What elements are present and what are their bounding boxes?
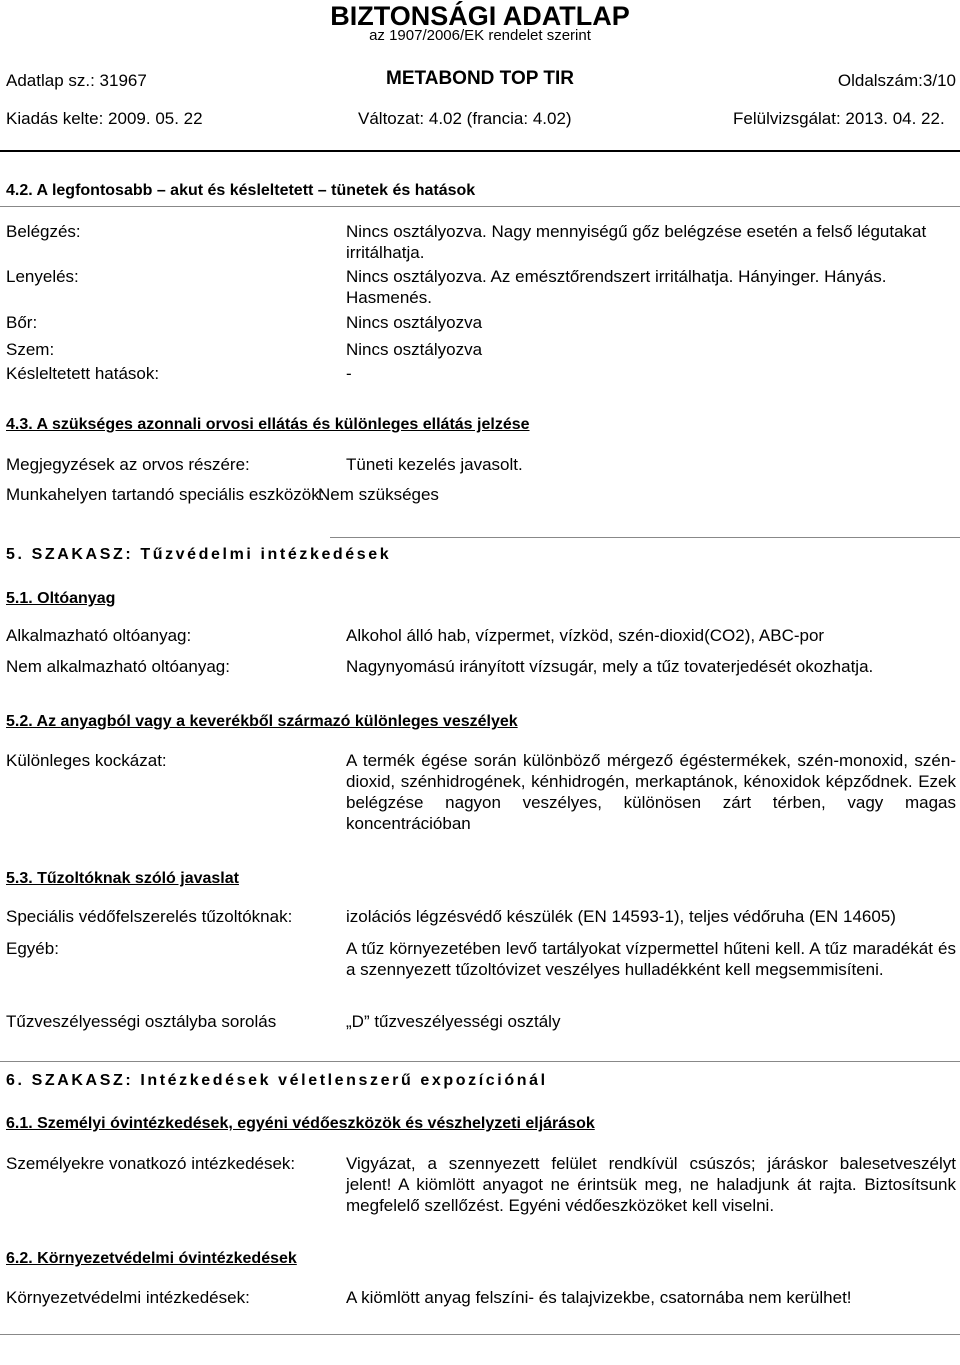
fire-class-value: „D” tűzveszélyességi osztály: [346, 1012, 561, 1031]
workplace-equipment-label: Munkahelyen tartandó speciális eszközök:: [6, 485, 325, 504]
section-6-divider: [0, 1061, 960, 1062]
other-value: A tűz környezetében levő tartályokat vízpermettel hűteni kell. A tűz maradékát és a szennyezett tűzoltóvizet veszélyes hulladékként kell megsemmisíteni.: [346, 939, 956, 979]
section-5-title: 5. SZAKASZ: Tűzvédelmi intézkedések: [6, 546, 392, 563]
issue-date: Kiadás kelte: 2009. 05. 22: [6, 109, 203, 128]
environmental-measures-value: A kiömlött anyag felszíni- és talajvizekbe, csatornába nem kerülhet!: [346, 1288, 852, 1307]
sheet-number: Adatlap sz.: 31967: [6, 71, 147, 90]
section-5-1-title: 5.1. Oltóanyag: [6, 590, 116, 607]
suitable-media-value: Alkohol álló hab, vízpermet, vízköd, szén-dioxid(CO2), ABC-por: [346, 626, 825, 645]
section-5-divider: [330, 537, 960, 538]
version: Változat: 4.02 (francia: 4.02): [358, 109, 572, 128]
section-6-2-title: 6.2. Környezetvédelmi óvintézkedések: [6, 1250, 297, 1267]
workplace-equipment-value: Nem szükséges: [318, 485, 439, 504]
section-4-3-title: 4.3. A szükséges azonnali orvosi ellátás és különleges ellátás jelzése: [6, 416, 530, 433]
document-subtitle: az 1907/2006/EK rendelet szerint: [369, 27, 591, 44]
ingestion-label: Lenyelés:: [6, 267, 79, 286]
delayed-effects-value: -: [346, 364, 352, 383]
suitable-media-label: Alkalmazható oltóanyag:: [6, 626, 192, 645]
skin-label: Bőr:: [6, 313, 38, 332]
other-label: Egyéb:: [6, 939, 59, 958]
unsuitable-media-label: Nem alkalmazható oltóanyag:: [6, 657, 230, 676]
page-number: Oldalszám:3/10: [837, 71, 956, 90]
firefighter-equipment-label: Speciális védőfelszerelés tűzoltóknak:: [6, 907, 293, 926]
section-6-1-title: 6.1. Személyi óvintézkedések, egyéni védőeszközök és vészhelyzeti eljárások: [6, 1115, 595, 1132]
skin-value: Nincs osztályozva: [346, 313, 483, 332]
inhalation-value: Nincs osztályozva. Nagy mennyiségű gőz belégzése esetén a felső légutakat irritálhatja.: [346, 222, 927, 262]
physician-notes-value: Tüneti kezelés javasolt.: [346, 455, 523, 474]
special-hazard-label: Különleges kockázat:: [6, 751, 167, 770]
product-name: METABOND TOP TIR: [386, 68, 574, 89]
environmental-measures-label: Környezetvédelmi intézkedések:: [6, 1288, 250, 1307]
header-divider: [0, 150, 960, 152]
section-4-2-divider: [0, 206, 960, 207]
document-title: BIZTONSÁGI ADATLAP: [330, 1, 630, 31]
revision-date: Felülvizsgálat: 2013. 04. 22.: [733, 109, 945, 128]
personal-measures-value: Vigyázat, a szennyezett felület rendkívül csúszós; járáskor balesetveszélyt jelent! A kiömlött anyagot ne érintsük meg, ne haladjunk át rajta. Biztosítsunk megfelelő szellőzést. Egyéni védőeszközöket kell viselni.: [346, 1154, 956, 1215]
special-hazard-value: A termék égése során különböző mérgező égéstermékek, szén-monoxid, szén-dioxid, szénhidrogének, kénhidrogén, merkaptánok, kénoxidok képződnek. Ezek belégzése nagyon veszélyes, különösen zárt térben, vagy magas koncentrációban: [346, 751, 956, 833]
section-4-2-title: 4.2. A legfontosabb – akut és késleltetett – tünetek és hatások: [6, 182, 476, 199]
section-5-2-title: 5.2. Az anyagból vagy a keverékből származó különleges veszélyek: [6, 713, 518, 730]
inhalation-label: Belégzés:: [6, 222, 81, 241]
firefighter-equipment-value: izolációs légzésvédő készülék (EN 14593-1), teljes védőruha (EN 14605): [346, 907, 896, 926]
bottom-divider: [0, 1334, 960, 1335]
delayed-effects-label: Késleltetett hatások:: [6, 364, 160, 383]
physician-notes-label: Megjegyzések az orvos részére:: [6, 455, 250, 474]
eye-label: Szem:: [6, 340, 55, 359]
section-5-3-title: 5.3. Tűzoltóknak szóló javaslat: [6, 870, 239, 887]
ingestion-value: Nincs osztályozva. Az emésztőrendszert irritálhatja. Hányinger. Hányás. Hasmenés.: [346, 267, 887, 307]
eye-value: Nincs osztályozva: [346, 340, 483, 359]
section-6-title: 6. SZAKASZ: Intézkedések véletlenszerű expozíciónál: [6, 1072, 548, 1089]
personal-measures-label: Személyekre vonatkozó intézkedések:: [6, 1154, 296, 1173]
fire-class-label: Tűzveszélyességi osztályba sorolás: [6, 1012, 277, 1031]
unsuitable-media-value: Nagynyomású irányított vízsugár, mely a tűz tovaterjedését okozhatja.: [346, 657, 874, 676]
